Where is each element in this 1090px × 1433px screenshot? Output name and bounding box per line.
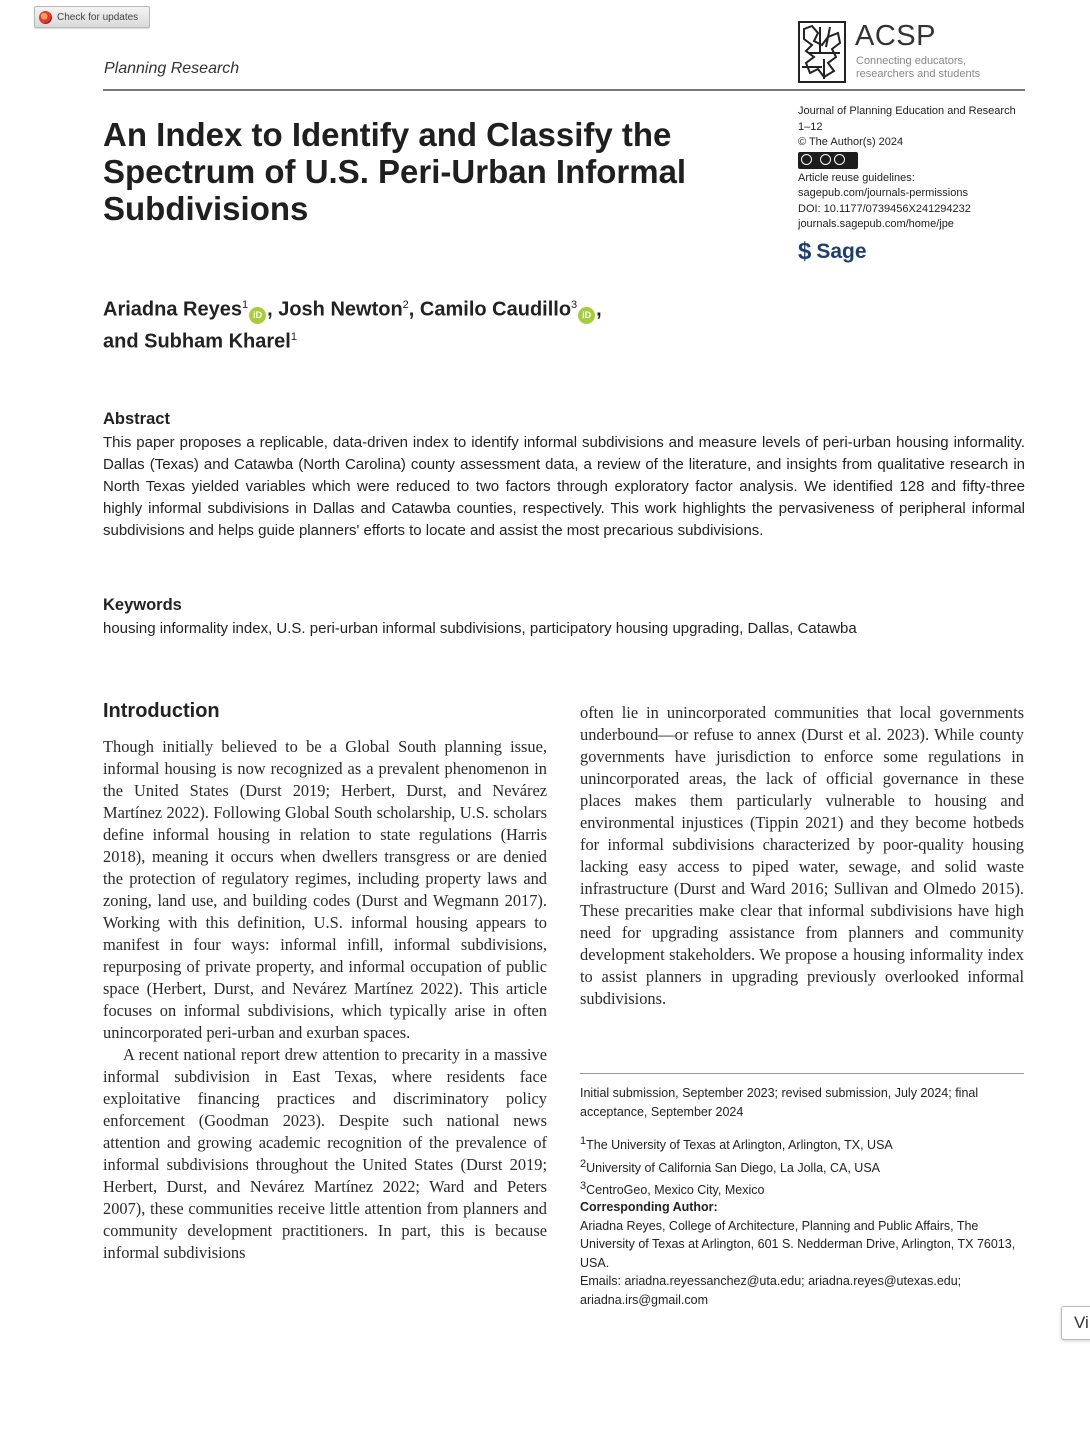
intro-paragraph-1: Though initially believed to be a Global South planning issue, informal housing is now recognized as a prevalent phenomenon in the United States (Durst 2019; Herbert, Durst, and Nevárez Martínez 2022). Following Global South scholarship, U.S. scholars define informal housing in relation to state regulations (Harris 2018), meaning it occurs when dwellers transgress or are denied the protection of regulatory regimes, including property laws and zoning, land use, and building codes (Durst and Wegmann 2017). Working with this definition, U.S. informal housing appears to manifest in four ways: informal infill, informal subdivisions, repurposing of private property, and informal occupation of public space (Herbert, Durst, and Nevárez Martínez 2022). This article focuses on informal subdivisions, which typically arise in often unincorporated peri-urban and exurban spaces. [103, 737, 547, 1042]
check-for-updates-label: Check for updates [57, 11, 139, 23]
footnote-divider [580, 1073, 1024, 1074]
journal-pages: 1–12 [798, 120, 823, 133]
abstract-text: This paper proposes a replicable, data-driven index to identify informal subdivisions and measure levels of peri-urban housing informality. Dallas (Texas) and Catawba (North Carolina) county assessment data, a review of the literature, and insights from qualitative research in North Texas yielded variables which were reduced to two factors through exploratory factor analysis. We identified 128 and fifty-three highly informal subdivisions in Dallas and Catawba counties, respectively. This work highlights the pervasiveness of peripheral informal subdivisions and helps guide planners' efforts to locate and assist the most precarious subdivisions. [103, 434, 1025, 539]
author-name[interactable]: Camilo Caudillo [419, 298, 572, 321]
sage-label: Sage [816, 240, 867, 263]
introduction-heading: Introduction [103, 700, 220, 722]
abstract-heading: Abstract [103, 410, 170, 428]
crossmark-icon [39, 11, 52, 24]
sage-s-icon: $ [798, 238, 812, 265]
orcid-icon[interactable]: iD [578, 307, 595, 324]
author-affiliation-mark: 2 [402, 299, 409, 311]
author-name[interactable]: and Subham Kharel [103, 330, 291, 353]
submission-dates: Initial submission, September 2023; revised submission, July 2024; final acceptance, September 2024 [580, 1086, 979, 1119]
header-divider [103, 89, 1025, 91]
author-separator: , [267, 298, 279, 321]
corresponding-label: Corresponding Author: [580, 1200, 718, 1214]
corresponding-author [580, 1198, 1024, 1309]
journal-metadata [798, 104, 1038, 233]
corresponding-address: Ariadna Reyes, College of Architecture, Planning and Public Affairs, The University of Texas at Arlington, 601 S. Nedderman Drive, Arlington, TX 76013, USA. [580, 1218, 1016, 1270]
keywords-heading: Keywords [103, 596, 182, 614]
corresponding-emails[interactable]: Emails: ariadna.reyessanchez@uta.edu; ariadna.reyes@utexas.edu; ariadna.irs@gmail.com [580, 1274, 962, 1307]
doi[interactable]: DOI: 10.1177/0739456X241294232 [798, 202, 971, 215]
author-name[interactable]: Josh Newton [278, 298, 403, 321]
left-column [103, 736, 547, 1264]
journal-name: Journal of Planning Education and Research [798, 105, 1016, 117]
right-column [580, 702, 1024, 1010]
copyright: © The Author(s) 2024 [798, 136, 904, 148]
affiliation-3: $^3$CentroGeo, Mexico City, Mexico [580, 1180, 765, 1198]
intro-paragraph-2: A recent national report drew attention to precarity in a massive informal subdivision in East Texas, where residents face exploitative financing practices and discriminatory policy enforcement (Goodman 2023). Despite such national news attention and growing academic recognition of the prevalence of informal subdivisions throughout the United States (Durst 2019; Herbert, Durst, and Nevárez Martínez 2022; Ward and Peters 2007), these communities receive little attention from planners and community development practitioners. In part, this is because informal subdivisions [103, 1045, 547, 1262]
author-name[interactable]: Ariadna Reyes [103, 298, 242, 321]
author-affiliation-mark: 1 [290, 330, 297, 343]
sage-logo [798, 238, 867, 266]
acsp-logo-icon [798, 21, 846, 83]
intro-continuation: often lie in unincorporated communities that local governments underbound—or refuse to annex (Durst et al. 2023). While county governments have jurisdiction to enforce some regulations in unincorporated areas, the lack of official governance in these places makes them particularly vulnerable to housing and environmental injustices (Tippin 2021) and they become hotbeds for informal subdivisions characterized by poor-quality housing lacking easy access to piped water, sewage, and solid waste infrastructure (Durst and Ward 2016; Sullivan and Olmedo 2015). These precarities make clear that informal subdivisions have high need for upgrading assistance from planners and community development stakeholders. We propose a housing informality index to assist planners in upgrading previously overlooked informal subdivisions. [580, 703, 1024, 1008]
journal-home-link[interactable]: journals.sagepub.com/home/jpe [798, 218, 954, 230]
article-title: An Index to Identify and Classify the Spectrum of U.S. Peri-Urban Informal Subdivisions [103, 116, 687, 227]
publisher-name: ACSP [855, 20, 936, 52]
author-affiliation-mark: 3 [571, 299, 578, 311]
author-affiliation-mark: 1 [241, 299, 249, 311]
affiliation-2: $^2$University of California San Diego, La Jolla, CA, USA [580, 1157, 881, 1175]
check-for-updates-button[interactable] [34, 6, 150, 28]
publisher-tagline: Connecting educators, researchers and students [856, 55, 981, 80]
creative-commons-icon[interactable] [798, 152, 858, 169]
reuse-link[interactable]: sagepub.com/journals-permissions [798, 187, 968, 199]
reuse-label: Article reuse guidelines: [798, 171, 915, 184]
orcid-icon[interactable]: iD [249, 307, 266, 324]
affiliations [580, 1132, 1020, 1200]
author-separator: , [408, 298, 420, 321]
author-separator: , [596, 298, 602, 321]
affiliation-1: $^1$The University of Texas at Arlington, Arlington, TX, USA [580, 1135, 893, 1153]
section-label: Planning Research [104, 60, 240, 77]
author-list [103, 292, 723, 355]
keywords-text: housing informality index, U.S. peri-urban informal subdivisions, participatory housing upgrading, Dallas, Catawba [103, 620, 857, 637]
side-tab-button[interactable]: Vi [1061, 1306, 1090, 1340]
